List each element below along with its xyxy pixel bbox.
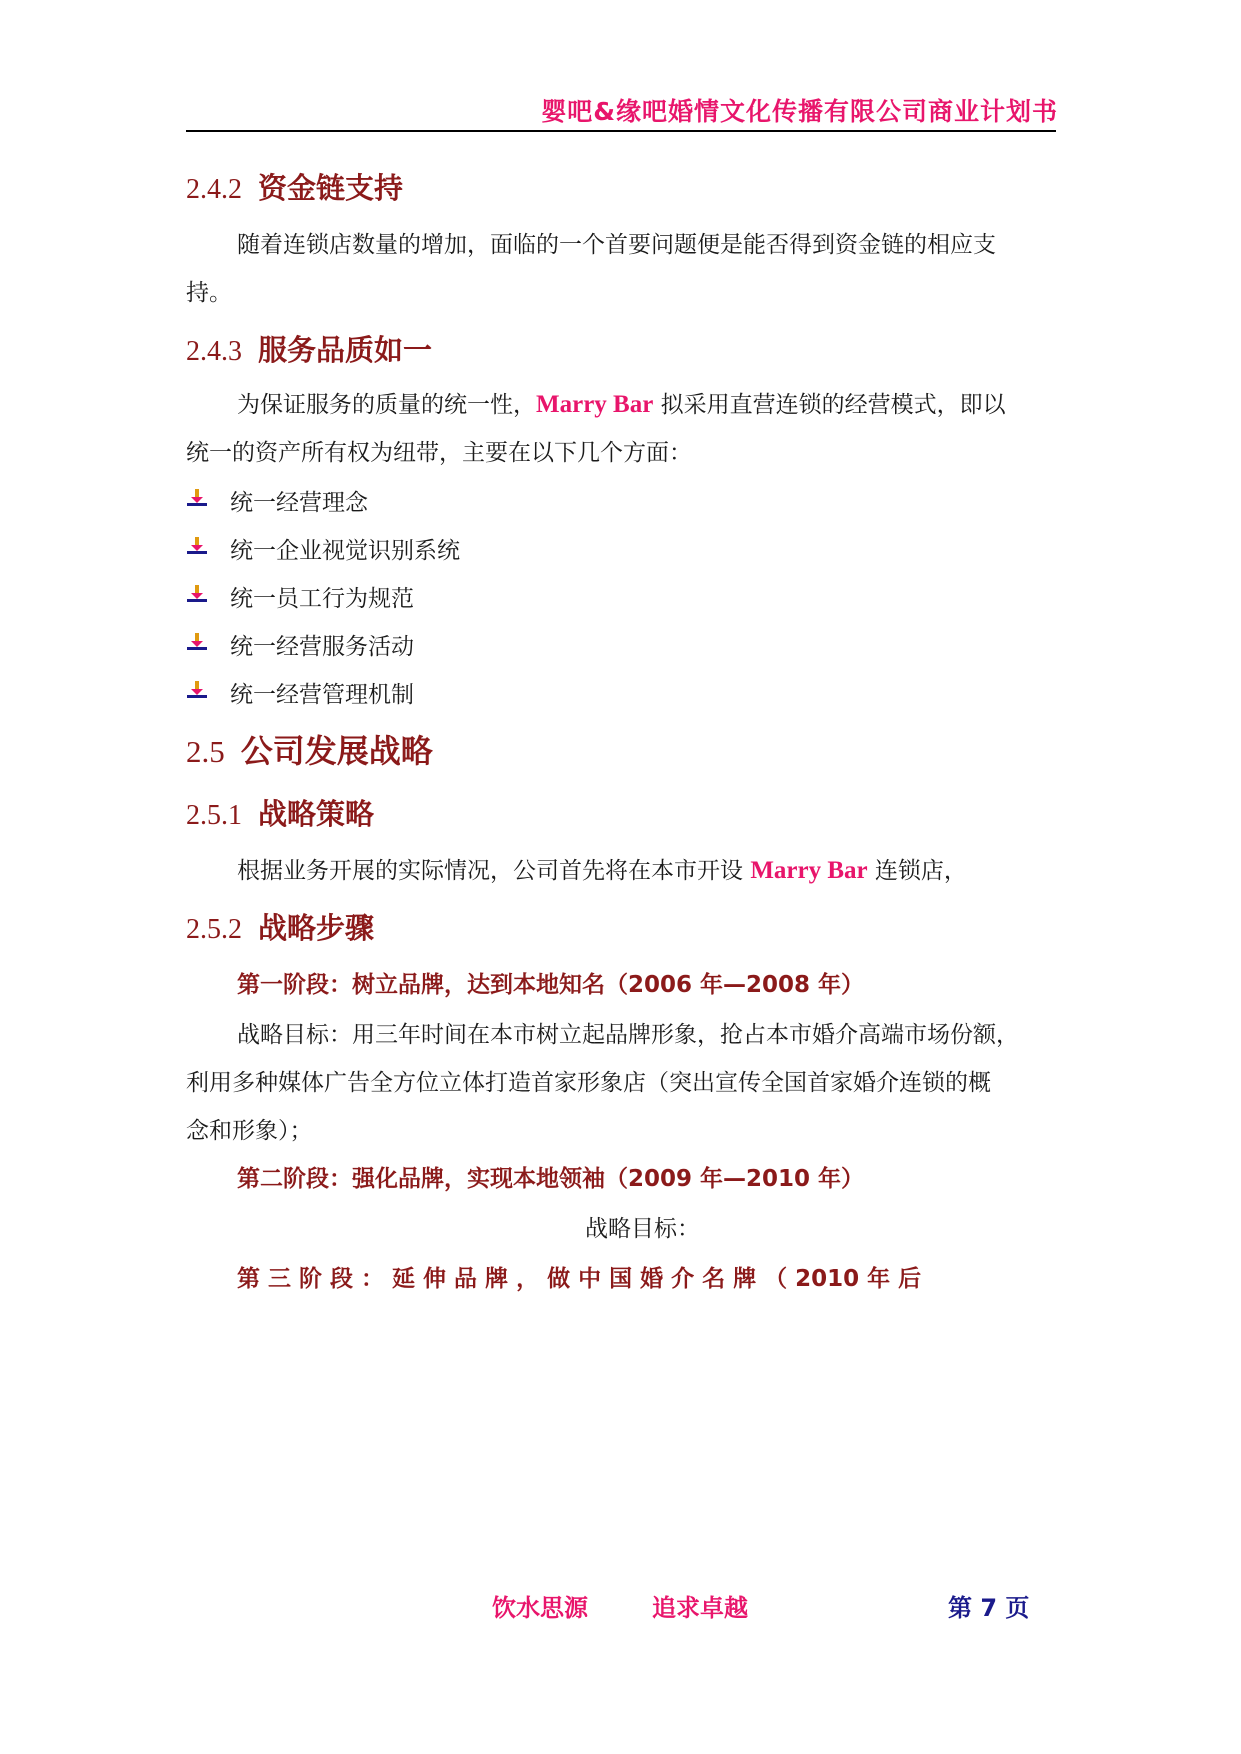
arrow-bullet-icon <box>186 680 208 702</box>
header-divider <box>186 130 1056 132</box>
paragraph-line: 持。 <box>186 280 232 306</box>
section-heading-2-4-3 <box>186 328 432 369</box>
section-heading-2-5 <box>186 726 433 772</box>
phase-heading-3: 第 三 阶 段 ： 延 伸 品 牌 ， 做 中 国 婚 介 名 牌 （ 2010 年 后 <box>237 1266 922 1292</box>
section-number: 2.5 <box>186 734 225 769</box>
section-heading-2-5-2 <box>186 906 374 947</box>
section-title: 资金链支持 <box>258 171 404 205</box>
bullet-item: 统一经营服务活动 <box>230 634 414 660</box>
bullet-item: 统一经营管理机制 <box>230 682 414 708</box>
section-number: 2.4.2 <box>186 174 242 205</box>
section-number: 2.5.2 <box>186 914 242 945</box>
paragraph-line: 战略目标：用三年时间在本市树立起品牌形象，抢占本市婚介高端市场份额， <box>237 1022 1019 1048</box>
section-heading-2-5-1 <box>186 792 374 833</box>
section-title: 战略步骤 <box>258 911 375 945</box>
paragraph-text: 拟采用直营连锁的经营模式，即以 <box>653 392 1006 418</box>
brand-name: Marry Bar <box>750 857 868 884</box>
brand-name: Marry Bar <box>536 391 654 418</box>
paragraph-text: 为保证服务的质量的统一性， <box>237 392 536 418</box>
section-title: 公司发展战略 <box>240 732 433 770</box>
paragraph-line <box>237 852 967 885</box>
footer-motto-2: 追求卓越 <box>652 1594 748 1622</box>
phase-heading-2: 第二阶段：强化品牌，实现本地领袖（2009 年—2010 年） <box>237 1166 865 1192</box>
section-title: 服务品质如一 <box>258 333 433 367</box>
page-number: 第 7 页 <box>948 1594 1030 1622</box>
section-title: 战略策略 <box>258 797 375 831</box>
paragraph-text: 根据业务开展的实际情况，公司首先将在本市开设 <box>237 858 751 884</box>
section-number: 2.4.3 <box>186 336 242 367</box>
paragraph-line: 统一的资产所有权为纽带，主要在以下几个方面： <box>186 440 692 466</box>
paragraph-line <box>237 386 1006 419</box>
document-header-title: 婴吧&缘吧婚情文化传播有限公司商业计划书 <box>541 97 1058 126</box>
bullet-item: 统一企业视觉识别系统 <box>230 538 460 564</box>
paragraph-line: 念和形象）； <box>186 1118 313 1144</box>
paragraph-text: 连锁店， <box>867 858 967 884</box>
bullet-item: 统一员工行为规范 <box>230 586 414 612</box>
arrow-bullet-icon <box>186 536 208 558</box>
arrow-bullet-icon <box>186 632 208 654</box>
footer-motto-1: 饮水思源 <box>492 1594 588 1622</box>
paragraph-line: 随着连锁店数量的增加，面临的一个首要问题便是能否得到资金链的相应支 <box>237 232 996 258</box>
paragraph-line: 战略目标： <box>585 1216 700 1242</box>
phase-heading-1: 第一阶段：树立品牌，达到本地知名（2006 年—2008 年） <box>237 972 865 998</box>
arrow-bullet-icon <box>186 488 208 510</box>
bullet-item: 统一经营理念 <box>230 490 368 516</box>
section-heading-2-4-2 <box>186 166 403 207</box>
section-number: 2.5.1 <box>186 800 242 831</box>
paragraph-line: 利用多种媒体广告全方位立体打造首家形象店（突出宣传全国首家婚介连锁的概 <box>186 1070 991 1096</box>
arrow-bullet-icon <box>186 584 208 606</box>
